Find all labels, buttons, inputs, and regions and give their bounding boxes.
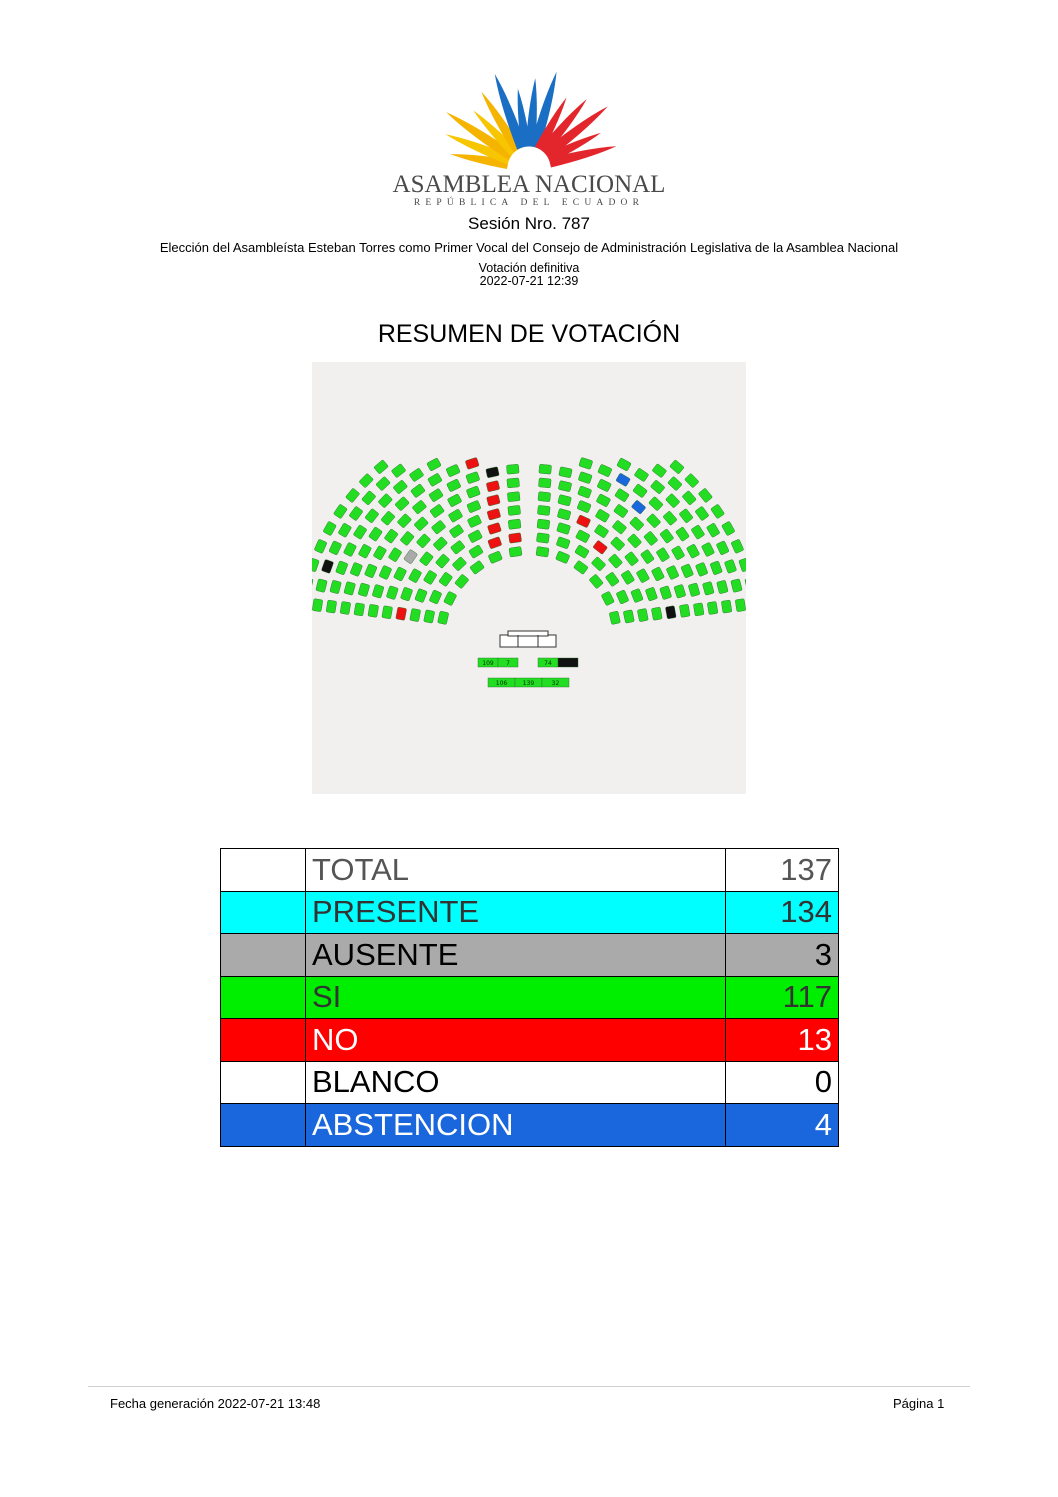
seat	[467, 500, 482, 513]
seat	[466, 486, 480, 499]
seat	[400, 531, 415, 546]
summary-row-presente	[221, 891, 839, 934]
vote-type: Votación definitiva	[478, 261, 580, 275]
seat	[595, 509, 610, 523]
seat	[623, 610, 634, 624]
center-seat	[558, 658, 578, 667]
seat	[412, 500, 427, 515]
seat	[316, 579, 328, 593]
seat	[739, 558, 746, 572]
seat	[446, 479, 461, 492]
seat	[466, 471, 480, 483]
seat	[409, 468, 424, 482]
seat	[711, 504, 725, 519]
seat	[345, 488, 360, 503]
seat	[667, 476, 682, 491]
seat	[361, 490, 376, 505]
seat	[717, 580, 729, 594]
seat	[610, 536, 625, 551]
summary-value: 117	[726, 976, 839, 1019]
seat	[594, 524, 609, 538]
seat	[537, 505, 550, 515]
seat	[573, 560, 588, 574]
seat	[488, 537, 502, 550]
seat	[644, 531, 659, 546]
seat	[538, 478, 551, 488]
seat	[431, 520, 446, 535]
seat	[368, 604, 379, 617]
seat	[612, 520, 627, 535]
summary-label: TOTAL	[306, 849, 726, 892]
seat	[343, 542, 356, 557]
seat	[340, 601, 351, 614]
seat	[330, 580, 342, 594]
seat	[447, 494, 462, 508]
seat	[621, 570, 635, 585]
footer-divider	[88, 1386, 970, 1387]
vote-description: Elección del Asambleísta Esteban Torres como Primer Vocal del Consejo de Administración Legislativa de la Asamblea Nacional	[159, 240, 899, 255]
seat	[665, 606, 676, 619]
seat	[395, 496, 410, 511]
seat	[486, 480, 500, 492]
seat	[509, 533, 522, 544]
seat	[605, 572, 619, 587]
seat	[617, 458, 632, 472]
summary-color-cell	[221, 1104, 306, 1147]
seat	[364, 564, 377, 579]
summary-row-ausente	[221, 934, 839, 977]
seat	[669, 460, 684, 475]
seat	[660, 529, 674, 544]
seat	[354, 603, 365, 616]
seat	[509, 546, 522, 557]
seat	[400, 587, 413, 601]
seat	[507, 492, 520, 502]
seat	[403, 549, 417, 564]
seat	[651, 607, 662, 620]
seat	[684, 473, 699, 488]
seat	[508, 505, 521, 515]
seat	[465, 457, 479, 469]
seat	[631, 500, 646, 515]
seat	[312, 577, 313, 591]
seat	[716, 541, 729, 556]
summary-value: 137	[726, 849, 839, 892]
summary-color-cell	[221, 849, 306, 892]
logo-subtitle: REPÚBLICA DEL ECUADOR	[413, 198, 645, 208]
seat	[656, 547, 670, 562]
seat	[536, 533, 549, 544]
seat	[538, 492, 551, 502]
seat	[365, 508, 379, 523]
summary-row-abstencion	[221, 1104, 839, 1147]
seat	[613, 504, 628, 518]
center-seat-number: 74	[544, 660, 552, 667]
session-number: Sesión Nro. 787	[468, 214, 590, 233]
seat	[448, 509, 463, 523]
summary-row-si	[221, 976, 839, 1019]
seat	[688, 583, 700, 597]
seat	[508, 519, 521, 529]
seat	[433, 536, 448, 551]
seat	[558, 480, 572, 492]
seat	[429, 590, 442, 605]
summary-label: NO	[306, 1019, 726, 1062]
seat	[368, 527, 382, 542]
seat	[575, 545, 590, 559]
seat	[648, 496, 663, 511]
seat	[735, 599, 746, 612]
seat	[439, 572, 453, 587]
seat	[691, 525, 705, 540]
seat	[397, 513, 412, 528]
seat	[693, 603, 704, 616]
seat	[486, 467, 500, 478]
seat	[353, 525, 367, 540]
seat	[452, 557, 467, 572]
seat	[446, 464, 461, 477]
seat	[539, 464, 552, 474]
center-seat-number: 106	[495, 680, 508, 687]
seat	[646, 513, 661, 528]
summary-row-total	[221, 849, 839, 892]
seat	[695, 562, 708, 576]
presidium-table	[500, 631, 556, 647]
seat	[682, 490, 697, 505]
seat	[467, 515, 482, 528]
vote-datetime: 2022-07-21 12:39	[479, 274, 579, 288]
vote-summary-table	[220, 848, 839, 1147]
seat	[721, 521, 735, 536]
seat	[674, 584, 686, 598]
seat	[410, 608, 421, 622]
seat	[312, 599, 323, 612]
logo-title: ASAMBLEA NACIONAL	[392, 171, 666, 198]
summary-label: PRESENTE	[306, 891, 726, 934]
seat	[429, 488, 444, 502]
seat	[396, 607, 407, 620]
summary-color-cell	[221, 976, 306, 1019]
seat	[358, 544, 372, 559]
seat	[633, 484, 648, 498]
seat	[559, 467, 573, 478]
seat	[634, 468, 649, 482]
seat	[333, 504, 347, 519]
seat	[427, 458, 442, 472]
seat	[589, 574, 604, 589]
seat	[577, 500, 592, 513]
seat	[724, 559, 737, 573]
seat	[679, 604, 690, 617]
seat	[745, 577, 746, 591]
seat	[326, 600, 337, 613]
seat	[487, 508, 501, 520]
seat	[652, 463, 667, 477]
seat	[576, 515, 591, 528]
seat	[358, 583, 370, 597]
center-seat-number: 32	[551, 680, 560, 687]
seat	[591, 557, 606, 572]
seat	[702, 581, 714, 595]
summary-color-cell	[221, 891, 306, 934]
seat	[671, 545, 685, 560]
center-seat-number: 109	[482, 660, 494, 667]
seat	[651, 567, 664, 582]
seat	[470, 560, 485, 574]
summary-title: RESUMEN DE VOTACIÓN	[377, 320, 681, 348]
seat	[679, 508, 693, 523]
seat	[487, 522, 501, 534]
seat	[382, 606, 393, 619]
seat	[323, 521, 337, 536]
seat	[558, 494, 572, 506]
seat	[579, 457, 593, 469]
summary-color-cell	[221, 934, 306, 977]
seat	[393, 480, 408, 495]
seat	[555, 551, 570, 564]
seat	[329, 541, 342, 556]
seat	[698, 488, 713, 503]
center-seat-number: 139	[522, 680, 535, 687]
seat	[335, 561, 348, 575]
seat	[731, 579, 743, 593]
footer-page-number: Página 1	[893, 1396, 945, 1411]
seat	[598, 464, 613, 477]
seat	[408, 568, 422, 583]
seat	[388, 547, 402, 562]
seat	[427, 473, 442, 487]
seat	[537, 519, 550, 529]
seat	[627, 533, 642, 548]
seat	[636, 568, 650, 583]
seat	[372, 584, 384, 598]
seat	[556, 537, 570, 550]
seat	[616, 590, 629, 605]
seat	[391, 463, 406, 477]
seat	[650, 480, 665, 495]
seat	[415, 588, 428, 602]
seat	[616, 473, 631, 487]
seat	[321, 559, 334, 573]
seat	[410, 484, 425, 498]
center-seat-number: 7	[506, 660, 510, 667]
seat	[419, 551, 433, 566]
seat	[507, 478, 520, 488]
summary-row-blanco	[221, 1061, 839, 1104]
seat	[536, 546, 549, 557]
seat	[486, 494, 500, 506]
seat	[609, 611, 620, 625]
summary-value: 3	[726, 934, 839, 977]
seat	[454, 574, 469, 589]
seat	[686, 544, 700, 559]
seat	[379, 565, 392, 580]
seat	[506, 464, 519, 474]
seat	[449, 524, 464, 538]
seat	[575, 530, 590, 544]
seat	[663, 511, 678, 526]
seat	[557, 508, 571, 520]
seat-map	[312, 362, 746, 794]
seat	[468, 530, 483, 544]
seat	[359, 473, 374, 488]
summary-label: ABSTENCION	[306, 1104, 726, 1147]
seat	[615, 488, 630, 502]
seat	[596, 494, 611, 508]
seat	[631, 588, 644, 602]
seat	[629, 516, 644, 531]
seat	[386, 586, 398, 600]
seat	[597, 479, 612, 492]
summary-value: 0	[726, 1061, 839, 1104]
seat	[416, 533, 431, 548]
seat	[423, 570, 437, 585]
seat	[578, 486, 592, 499]
summary-value: 134	[726, 891, 839, 934]
seat	[424, 610, 435, 624]
seat	[381, 511, 396, 526]
summary-label: BLANCO	[306, 1061, 726, 1104]
seat	[393, 567, 406, 582]
seat	[707, 601, 718, 614]
seat	[624, 551, 638, 566]
seat	[601, 591, 614, 606]
seat	[578, 471, 592, 483]
seat	[640, 549, 654, 564]
seat	[488, 551, 503, 564]
seat	[721, 600, 732, 613]
seat	[469, 545, 484, 559]
seat	[414, 516, 429, 531]
seat	[675, 527, 689, 542]
summary-value: 13	[726, 1019, 839, 1062]
seat	[695, 506, 709, 521]
logo-wordmark	[390, 172, 668, 209]
summary-value: 4	[726, 1104, 839, 1147]
seat	[435, 554, 450, 569]
seat	[660, 586, 672, 600]
seat	[608, 554, 623, 569]
seat	[314, 539, 327, 554]
seat	[645, 587, 658, 601]
seat	[681, 564, 694, 579]
seat	[374, 460, 389, 475]
summary-color-cell	[221, 1019, 306, 1062]
seat	[666, 565, 679, 580]
seat	[376, 476, 391, 491]
summary-color-cell	[221, 1061, 306, 1104]
seat	[437, 611, 448, 625]
seat	[373, 545, 387, 560]
seat	[338, 523, 352, 538]
seat	[710, 561, 723, 575]
seat	[312, 558, 319, 572]
seat	[443, 591, 456, 606]
summary-row-no	[221, 1019, 839, 1062]
seat	[706, 523, 720, 538]
seat	[701, 542, 714, 557]
seat	[731, 539, 744, 554]
summary-label: SI	[306, 976, 726, 1019]
seat	[384, 529, 398, 544]
seat	[637, 608, 648, 622]
seat	[378, 493, 393, 508]
footer-generation-date: Fecha generación 2022-07-21 13:48	[110, 1396, 321, 1411]
seat	[344, 581, 356, 595]
seat	[430, 504, 445, 518]
seat	[350, 562, 363, 576]
seat	[593, 540, 608, 554]
summary-label: AUSENTE	[306, 934, 726, 977]
seat	[450, 540, 465, 554]
seat	[557, 522, 571, 534]
seat	[665, 493, 680, 508]
seat	[349, 506, 363, 521]
